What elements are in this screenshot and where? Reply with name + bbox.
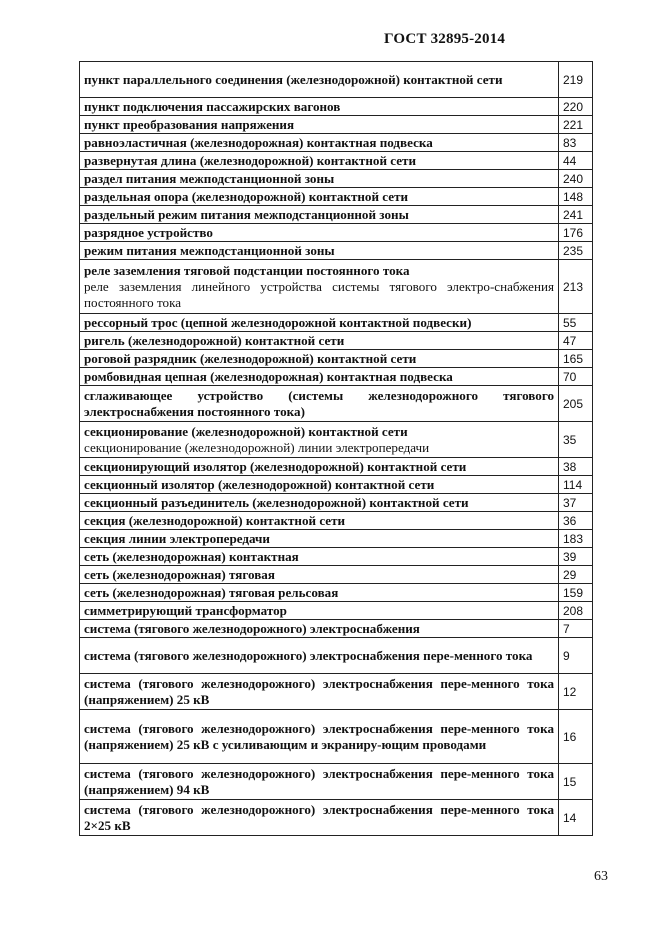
table-row <box>80 152 593 170</box>
term-cell <box>80 386 559 422</box>
term-text: секционирование (железнодорожной) контактной сети <box>84 423 408 439</box>
term-cell <box>80 116 559 134</box>
table-row <box>80 116 593 134</box>
term-text: секция линии электропередачи <box>84 530 270 546</box>
table-row <box>80 584 593 602</box>
term-text: роговой разрядник (железнодорожной) контактной сети <box>84 350 417 366</box>
term-page-ref: 114 <box>559 476 593 494</box>
term-page-ref: 47 <box>559 332 593 350</box>
table-row <box>80 764 593 800</box>
term-text: разрядное устройство <box>84 224 213 240</box>
table-row <box>80 188 593 206</box>
term-text: секция (железнодорожной) контактной сети <box>84 512 346 528</box>
term-page-ref: 70 <box>559 368 593 386</box>
table-row <box>80 224 593 242</box>
term-subentry: секционирование (железнодорожной) линии электропередачи <box>84 439 430 455</box>
term-cell <box>80 566 559 584</box>
term-cell <box>80 206 559 224</box>
term-text: реле заземления тяговой подстанции постоянного тока <box>84 262 410 278</box>
table-row <box>80 458 593 476</box>
table-row <box>80 494 593 512</box>
term-text: ригель (железнодорожной) контактной сети <box>84 332 345 348</box>
table-row <box>80 350 593 368</box>
term-page-ref: 16 <box>559 710 593 764</box>
term-text: раздельная опора (железнодорожной) контактной сети <box>84 188 409 204</box>
term-page-ref: 39 <box>559 548 593 566</box>
term-text: равноэластичная (железнодорожная) контактная подвеска <box>84 134 433 150</box>
table-row <box>80 638 593 674</box>
term-page-ref: 7 <box>559 620 593 638</box>
term-cell <box>80 710 559 764</box>
term-cell <box>80 368 559 386</box>
term-text: симметрирующий трансформатор <box>84 602 287 618</box>
term-cell <box>80 620 559 638</box>
table-row <box>80 386 593 422</box>
term-text: ромбовидная цепная (железнодорожная) контактная подвеска <box>84 368 453 384</box>
term-page-ref: 208 <box>559 602 593 620</box>
term-cell <box>80 764 559 800</box>
term-cell <box>80 602 559 620</box>
term-cell <box>80 98 559 116</box>
term-page-ref: 241 <box>559 206 593 224</box>
term-page-ref: 219 <box>559 62 593 98</box>
term-page-ref: 35 <box>559 422 593 458</box>
term-page-ref: 15 <box>559 764 593 800</box>
term-text: секционирующий изолятор (железнодорожной) контактной сети <box>84 458 467 474</box>
term-text: развернутая длина (железнодорожной) контактной сети <box>84 152 417 168</box>
table-row <box>80 566 593 584</box>
term-text: пункт параллельного соединения (железнодорожной) контактной сети <box>84 71 503 87</box>
term-page-ref: 12 <box>559 674 593 710</box>
term-text: система (тягового железнодорожного) электроснабжения пере-менного тока (напряжением) 94 кВ <box>84 765 554 797</box>
term-text: пункт подключения пассажирских вагонов <box>84 98 341 114</box>
table-row <box>80 512 593 530</box>
table-row <box>80 314 593 332</box>
table-row <box>80 62 593 98</box>
term-cell <box>80 62 559 98</box>
term-cell <box>80 548 559 566</box>
term-page-ref: 213 <box>559 260 593 314</box>
term-page-ref: 36 <box>559 512 593 530</box>
table-row <box>80 476 593 494</box>
term-cell <box>80 170 559 188</box>
term-subentry: реле заземления линейного устройства системы тягового электро-снабжения постоянного тока <box>84 278 554 310</box>
table-row <box>80 602 593 620</box>
table-row <box>80 206 593 224</box>
term-page-ref: 221 <box>559 116 593 134</box>
term-cell <box>80 224 559 242</box>
page-number: 63 <box>594 869 608 884</box>
document-code: ГОСТ 32895-2014 <box>384 31 506 47</box>
term-cell <box>80 584 559 602</box>
term-page-ref: 183 <box>559 530 593 548</box>
term-text: рессорный трос (цепной железнодорожной контактной подвески) <box>84 314 472 330</box>
table-row <box>80 674 593 710</box>
table-row <box>80 170 593 188</box>
term-text: раздельный режим питания межподстанционной зоны <box>84 206 409 222</box>
term-text: сеть (железнодорожная) контактная <box>84 548 299 564</box>
term-page-ref: 83 <box>559 134 593 152</box>
term-text: секционный изолятор (железнодорожной) контактной сети <box>84 476 435 492</box>
term-text: система (тягового железнодорожного) электроснабжения <box>84 620 420 636</box>
term-text: система (тягового железнодорожного) электроснабжения пере-менного тока <box>84 647 533 663</box>
term-page-ref: 37 <box>559 494 593 512</box>
table-row <box>80 260 593 314</box>
table-row <box>80 368 593 386</box>
table-row <box>80 530 593 548</box>
term-page-ref: 44 <box>559 152 593 170</box>
term-text: сеть (железнодорожная) тяговая рельсовая <box>84 584 339 600</box>
table-row <box>80 710 593 764</box>
term-text: секционный разъединитель (железнодорожной) контактной сети <box>84 494 469 510</box>
term-page-ref: 9 <box>559 638 593 674</box>
term-cell <box>80 422 559 458</box>
table-row <box>80 134 593 152</box>
term-cell <box>80 800 559 836</box>
table-row <box>80 620 593 638</box>
table-row <box>80 98 593 116</box>
term-index-table <box>79 61 593 836</box>
term-page-ref: 55 <box>559 314 593 332</box>
term-cell <box>80 260 559 314</box>
term-text: раздел питания межподстанционной зоны <box>84 170 335 186</box>
table-row <box>80 332 593 350</box>
term-text: пункт преобразования напряжения <box>84 116 295 132</box>
term-cell <box>80 314 559 332</box>
table-row <box>80 422 593 458</box>
term-text: система (тягового железнодорожного) электроснабжения пере-менного тока (напряжением) 25 кВ с усиливающим и экраниру-ющим проводами <box>84 720 554 752</box>
term-text: система (тягового железнодорожного) электроснабжения пере-менного тока 2×25 кВ <box>84 801 554 833</box>
table-row <box>80 242 593 260</box>
term-text: сглаживающее устройство (системы железнодорожного тягового электроснабжения постоянного тока) <box>84 387 554 419</box>
term-page-ref: 165 <box>559 350 593 368</box>
term-cell <box>80 476 559 494</box>
term-page-ref: 176 <box>559 224 593 242</box>
table-row <box>80 800 593 836</box>
term-page-ref: 159 <box>559 584 593 602</box>
term-text: режим питания межподстанционной зоны <box>84 242 335 258</box>
term-cell <box>80 512 559 530</box>
term-cell <box>80 134 559 152</box>
term-page-ref: 38 <box>559 458 593 476</box>
term-page-ref: 205 <box>559 386 593 422</box>
term-cell <box>80 530 559 548</box>
term-cell <box>80 494 559 512</box>
term-cell <box>80 458 559 476</box>
term-text: сеть (железнодорожная) тяговая <box>84 566 275 582</box>
term-page-ref: 235 <box>559 242 593 260</box>
term-page-ref: 220 <box>559 98 593 116</box>
term-cell <box>80 188 559 206</box>
term-page-ref: 29 <box>559 566 593 584</box>
term-cell <box>80 674 559 710</box>
term-index-body <box>80 62 593 836</box>
term-cell <box>80 332 559 350</box>
term-page-ref: 240 <box>559 170 593 188</box>
term-cell <box>80 152 559 170</box>
term-text: система (тягового железнодорожного) электроснабжения пере-менного тока (напряжением) 25 кВ <box>84 675 554 707</box>
table-row <box>80 548 593 566</box>
term-cell <box>80 350 559 368</box>
term-cell <box>80 242 559 260</box>
term-page-ref: 148 <box>559 188 593 206</box>
term-cell <box>80 638 559 674</box>
term-page-ref: 14 <box>559 800 593 836</box>
